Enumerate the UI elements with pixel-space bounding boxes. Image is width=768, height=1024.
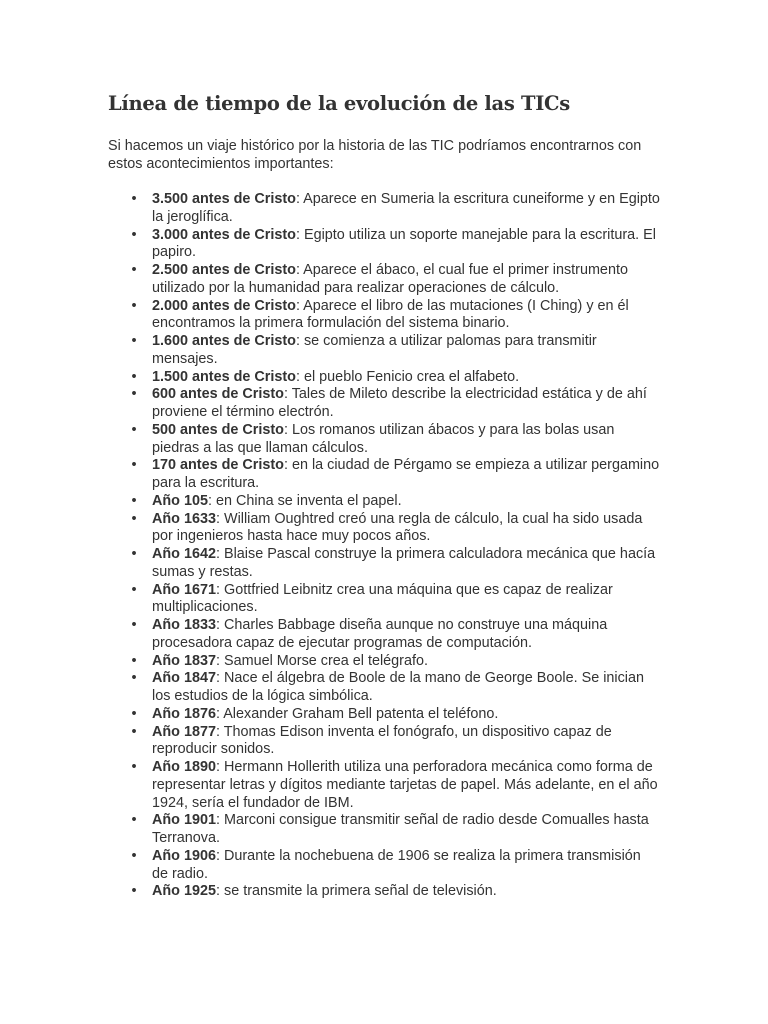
- event-description: : Aparece el ábaco, el cual fue el primer instrumento utilizado por la humanidad para realizar operaciones de cálculo.: [152, 262, 628, 296]
- event-date: Año 105: [152, 492, 208, 509]
- bullet-icon: •: [131, 670, 137, 687]
- timeline-item: [108, 653, 660, 671]
- bullet-icon: •: [131, 723, 137, 740]
- event-description: : Aparece el libro de las mutaciones (I Ching) y en él encontramos la primera formulación del sistema binario.: [152, 297, 629, 332]
- timeline-item: [108, 724, 660, 760]
- event-description: : Hermann Hollerith utiliza una perforadora mecánica como forma de representar letras y dígitos mediante tarjetas de papel. Más adelante, en el año 1924, sería el fundador de IBM.: [152, 759, 658, 811]
- timeline-item: [108, 422, 660, 458]
- event-date: 3.000 antes de Cristo: [152, 226, 296, 243]
- bullet-icon: •: [131, 652, 137, 669]
- event-date: 2.500 antes de Cristo: [152, 262, 296, 278]
- bullet-icon: •: [131, 191, 137, 207]
- event-description: : en la ciudad de Pérgamo se empieza a utilizar pergamino para la escritura.: [152, 457, 660, 491]
- bullet-icon: •: [131, 759, 137, 775]
- bullet-icon: •: [131, 492, 137, 509]
- event-date: 2.000 antes de Cristo: [152, 297, 296, 314]
- timeline-item: [108, 848, 660, 884]
- event-date: 1.500 antes de Cristo: [152, 368, 296, 385]
- event-description: : Thomas Edison inventa el fonógrafo, un dispositivo capaz de reproducir sonidos.: [152, 723, 612, 758]
- bullet-icon: •: [131, 333, 137, 349]
- event-date: Año 1633: [152, 510, 216, 527]
- bullet-icon: •: [131, 386, 137, 403]
- bullet-icon: •: [131, 510, 137, 527]
- event-date: 600 antes de Cristo: [152, 386, 284, 403]
- event-description: : Aparece en Sumeria la escritura cuneiforme y en Egipto la jeroglífica.: [152, 191, 660, 225]
- bullet-icon: •: [131, 421, 137, 438]
- bullet-icon: •: [131, 705, 137, 722]
- event-description: : Marconi consigue transmitir señal de radio desde Comualles hasta Terranova.: [152, 812, 649, 846]
- event-date: Año 1925: [152, 883, 216, 900]
- bullet-icon: •: [131, 812, 137, 829]
- timeline-item: [108, 493, 660, 511]
- timeline-item: [108, 706, 660, 724]
- timeline-item: [108, 386, 660, 422]
- event-date: Año 1833: [152, 617, 216, 633]
- event-description: : Charles Babbage diseña aunque no construye una máquina procesadora capaz de ejecutar programas de computación.: [152, 617, 608, 651]
- bullet-icon: •: [131, 262, 137, 278]
- bullet-icon: •: [131, 546, 137, 562]
- event-description: : se transmite la primera señal de televisión.: [216, 883, 497, 900]
- timeline-item: [108, 812, 660, 848]
- event-description: : Nace el álgebra de Boole de la mano de George Boole. Se inician los estudios de la lógica simbólica.: [152, 670, 645, 704]
- event-description: : Los romanos utilizan ábacos y para las bolas usan piedras a las que llaman cálculos.: [152, 421, 615, 456]
- event-date: Año 1906: [152, 847, 216, 864]
- bullet-icon: •: [131, 297, 137, 314]
- event-description: : Tales de Mileto describe la electricidad estática y de ahí proviene el término electrón.: [152, 386, 647, 420]
- timeline-item: [108, 262, 660, 298]
- event-date: Año 1877: [152, 723, 216, 740]
- event-description: : Blaise Pascal construye la primera calculadora mecánica que hacía sumas y restas.: [152, 546, 656, 580]
- bullet-icon: •: [131, 847, 137, 864]
- event-description: : Egipto utiliza un soporte manejable para la escritura. El papiro.: [152, 226, 656, 261]
- event-date: Año 1671: [152, 581, 216, 598]
- event-description: : Gottfried Leibnitz crea una máquina que es capaz de realizar multiplicaciones.: [152, 581, 613, 616]
- timeline-item: [108, 369, 660, 387]
- timeline-item: [108, 582, 660, 618]
- event-date: 500 antes de Cristo: [152, 421, 284, 438]
- event-date: Año 1876: [152, 705, 216, 722]
- timeline-item: [108, 617, 660, 653]
- timeline-item: [108, 227, 660, 263]
- event-date: 3.500 antes de Cristo: [152, 191, 296, 207]
- event-description: : Samuel Morse crea el telégrafo.: [216, 652, 428, 669]
- event-date: Año 1837: [152, 652, 216, 669]
- timeline-item: [108, 759, 660, 812]
- timeline-item: [108, 191, 660, 227]
- bullet-icon: •: [131, 368, 137, 385]
- intro-paragraph: Si hacemos un viaje histórico por la historia de las TIC podríamos encontrarnos con estos acontecimientos importantes:: [108, 138, 642, 172]
- document-title: Línea de tiempo de la evolución de las TICs: [108, 92, 570, 115]
- event-date: 170 antes de Cristo: [152, 457, 284, 474]
- timeline-item: [108, 511, 660, 547]
- bullet-icon: •: [131, 883, 137, 900]
- bullet-icon: •: [131, 226, 137, 243]
- bullet-icon: •: [131, 617, 137, 633]
- timeline-item: [108, 298, 660, 334]
- event-description: : el pueblo Fenicio crea el alfabeto.: [295, 368, 520, 385]
- bullet-icon: •: [131, 457, 137, 474]
- timeline-list: [108, 191, 660, 901]
- timeline-item: [108, 333, 660, 369]
- event-description: : William Oughtred creó una regla de cálculo, la cual ha sido usada por ingenieros hasta hace muy pocos años.: [152, 510, 643, 545]
- event-date: Año 1847: [152, 670, 216, 687]
- bullet-icon: •: [131, 581, 137, 598]
- event-date: Año 1901: [152, 812, 216, 829]
- timeline-item: [108, 546, 660, 582]
- event-description: : se comienza a utilizar palomas para transmitir mensajes.: [152, 333, 597, 367]
- event-date: Año 1642: [152, 546, 216, 562]
- event-date: Año 1890: [152, 759, 216, 775]
- timeline-item: [108, 457, 660, 493]
- event-description: : Durante la nochebuena de 1906 se realiza la primera transmisión de radio.: [152, 847, 641, 882]
- event-description: : en China se inventa el papel.: [207, 492, 402, 509]
- timeline-item: [108, 883, 660, 901]
- timeline-item: [108, 670, 660, 706]
- event-description: : Alexander Graham Bell patenta el teléfono.: [216, 705, 499, 722]
- event-date: 1.600 antes de Cristo: [152, 333, 296, 349]
